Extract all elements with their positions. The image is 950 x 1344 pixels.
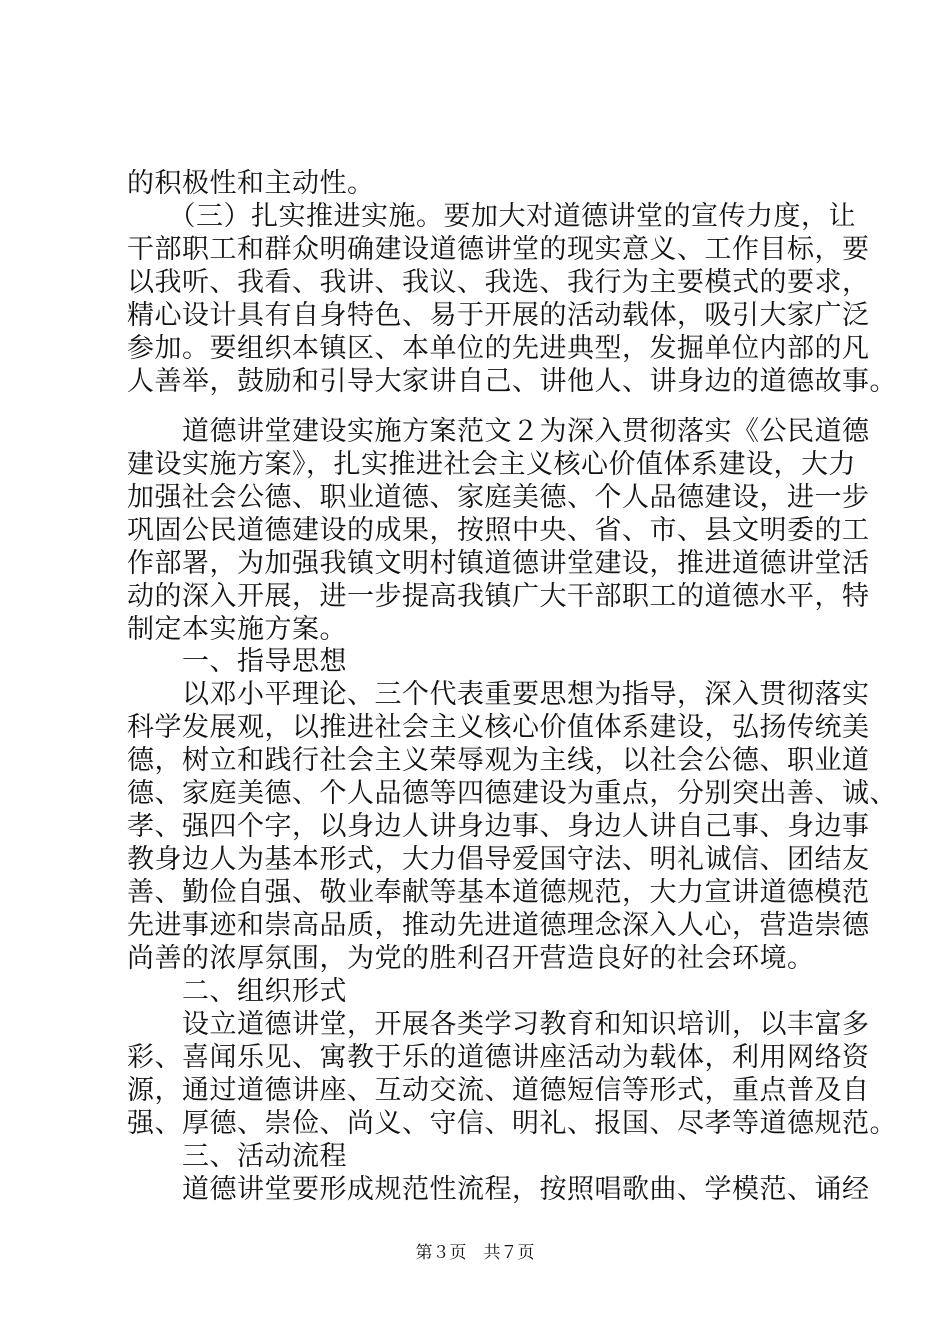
text-line: 干部职工和群众明确建设道德讲堂的现实意义、工作目标，要 [127, 234, 870, 265]
section-heading: 二、组织形式 [127, 976, 347, 1007]
text-line: 作部署，为加强我镇文明村镇道德讲堂建设，推进道德讲堂活 [127, 548, 870, 579]
text-line: 强、厚德、崇俭、尚义、守信、明礼、报国、尽孝等道德规范。 [127, 1108, 897, 1139]
text-line: 源，通过道德讲座、互动交流、道德短信等形式，重点普及自 [127, 1075, 870, 1106]
text-line: 孝、强四个字，以身边人讲身边事、身边人讲自己事、身边事 [127, 811, 870, 842]
text-line: 德、家庭美德、个人品德等四德建设为重点，分别突出善、诚、 [127, 778, 897, 809]
text-line: 彩、喜闻乐见、寓教于乐的道德讲座活动为载体，利用网络资 [127, 1042, 870, 1073]
text-line: 教身边人为基本形式，大力倡导爱国守法、明礼诚信、团结友 [127, 844, 870, 875]
section-heading: 一、指导思想 [127, 646, 347, 677]
text-line: 尚善的浓厚氛围，为党的胜利召开营造良好的社会环境。 [127, 943, 815, 974]
text-line: 以邓小平理论、三个代表重要思想为指导，深入贯彻落实 [127, 679, 870, 710]
text-line: 制定本实施方案。 [127, 614, 347, 645]
text-line: 人善举，鼓励和引导大家讲自己、讲他人、讲身边的道德故事。 [127, 366, 897, 397]
text-line: 先进事迹和崇高品质，推动先进道德理念深入人心，营造崇德 [127, 910, 870, 941]
text-line: （三）扎实推进实施。要加大对道德讲堂的宣传力度，让 [127, 201, 856, 232]
text-line: 善、勤俭自强、敬业奉献等基本道德规范，大力宣讲道德模范 [127, 877, 870, 908]
section-heading: 三、活动流程 [127, 1141, 347, 1172]
page-footer: 第３页 共７页 [415, 1243, 535, 1263]
text-line: 设立道德讲堂，开展各类学习教育和知识培训，以丰富多 [127, 1009, 870, 1040]
text-line: 加强社会公德、职业道德、家庭美德、个人品德建设，进一步 [127, 482, 870, 513]
text-line: 以我听、我看、我讲、我议、我选、我行为主要模式的要求， [127, 267, 870, 298]
text-line: 道德讲堂要形成规范性流程，按照唱歌曲、学模范、诵经 [127, 1174, 870, 1205]
text-line: 德，树立和践行社会主义荣辱观为主线，以社会公德、职业道 [127, 745, 870, 776]
text-line: 巩固公民道德建设的成果，按照中央、省、市、县文明委的工 [127, 515, 870, 546]
text-line: 建设实施方案》，扎实推进社会主义核心价值体系建设，大力 [127, 449, 856, 480]
text-line: 科学发展观，以推进社会主义核心价值体系建设，弘扬传统美 [127, 712, 870, 743]
text-line: 参加。要组织本镇区、本单位的先进典型，发掘单位内部的凡 [127, 333, 870, 364]
text-line: 道德讲堂建设实施方案范文２为深入贯彻落实《公民道德 [127, 416, 870, 447]
text-line: 的积极性和主动性。 [127, 168, 375, 199]
text-line: 动的深入开展，进一步提高我镇广大干部职工的道德水平，特 [127, 581, 870, 612]
text-line: 精心设计具有自身特色、易于开展的活动载体，吸引大家广泛 [127, 300, 870, 331]
